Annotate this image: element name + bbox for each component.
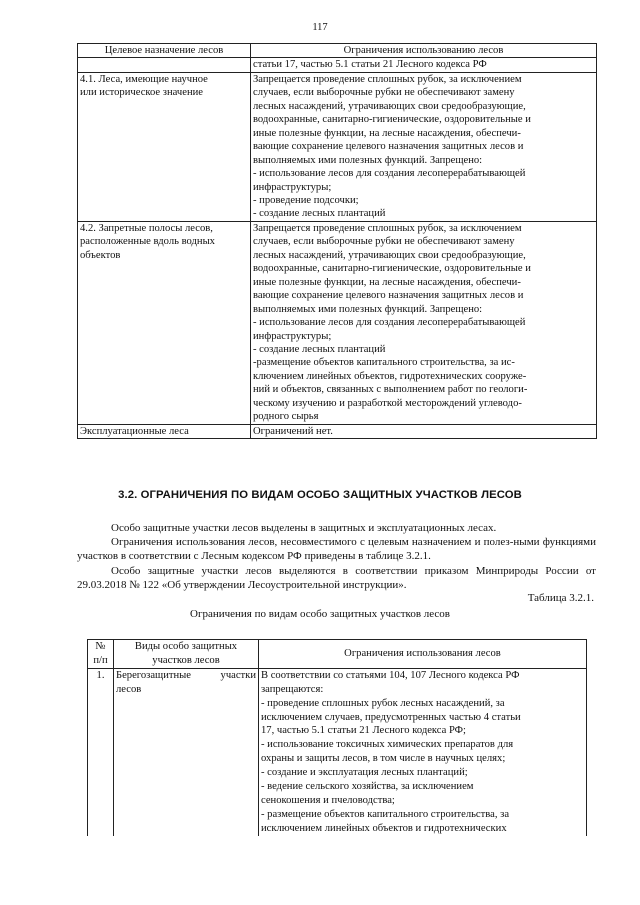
- cell-line: 4.1. Леса, имеющие научное: [80, 73, 208, 85]
- cell-line: водоохранные, санитарно-гигиенические, оздоровительные и: [253, 114, 531, 126]
- forest-purpose-restrictions-table: [77, 43, 597, 439]
- cell-line: Берегозащитные участки: [116, 669, 256, 681]
- table-row: [88, 668, 587, 835]
- cell-line: - создание лесных плантаций: [253, 208, 386, 220]
- table-cell-purpose: [78, 221, 251, 424]
- table-row: [78, 424, 597, 438]
- cell-line: Запрещается проведение сплошных рубок, за исключением: [253, 73, 522, 85]
- cell-line: исключением линейных объектов и гидротехнических: [261, 822, 507, 834]
- header-line: Виды особо защитных: [134, 641, 238, 652]
- cell-line: объектов: [80, 249, 121, 261]
- table-cell-purpose: [78, 72, 251, 221]
- table-cell-restrictions: [251, 72, 597, 221]
- paragraph: Особо защитные участки лесов выделяются в соответствии приказом Минприроды России от 29.03.2018 № 122 «Об утверждении Лесоустроительной инструкции».: [77, 565, 596, 592]
- cell-line: - создание лесных плантаций: [253, 343, 386, 355]
- cell-line: В соответствии со статьями 104, 107 Лесного кодекса РФ: [261, 669, 520, 681]
- table-cell-restrictions: [251, 424, 597, 438]
- cell-line: охраны и защиты лесов, в том числе в научных целях;: [261, 753, 506, 765]
- cell-line: - ведение сельского хозяйства, за исключением: [261, 781, 474, 793]
- table-cell-continuation: статьи 17, частью 5.1 статьи 21 Лесного кодекса РФ: [251, 58, 597, 72]
- cell-line: Запрещается проведение сплошных рубок, за исключением: [253, 222, 522, 234]
- paragraph: Особо защитные участки лесов выделены в защитных и эксплуатационных лесах.: [111, 522, 497, 534]
- cell-line: - создание и эксплуатация лесных плантаций;: [261, 767, 468, 779]
- cell-line: -размещение объектов капитального строительства, за ис-: [253, 357, 515, 369]
- cell-line: - использование лесов для создания лесоперерабатывающей: [253, 317, 526, 329]
- cell-line: - использование лесов для создания лесоперерабатывающей: [253, 168, 526, 180]
- cell-line: ний и объектов, связанных с выполнением работ по геологи-: [253, 384, 528, 396]
- cell-line: выполняемых ими полезных функций. Запрещено:: [253, 303, 483, 315]
- cell-line: родного сырья: [253, 411, 319, 423]
- cell-line: ческому изучению и разработкой месторождений углеводо-: [253, 397, 522, 409]
- cell-line: лесов: [116, 683, 142, 695]
- cell-line: лесных насаждений, утрачивающих свои средообразующие,: [253, 249, 526, 261]
- cell-line: случаев, если выборочные рубки не обеспечивают замену: [253, 236, 515, 248]
- cell-line: - проведение подсочки;: [253, 194, 359, 206]
- cell-line: ключением линейных объектов, гидротехнических сооруже-: [253, 370, 527, 382]
- table-caption: Ограничения по видам особо защитных участков лесов: [190, 608, 450, 620]
- table-cell-restrictions: [259, 668, 587, 835]
- column-header-kind: [114, 640, 259, 669]
- cell-line: водоохранные, санитарно-гигиенические, оздоровительные и: [253, 263, 531, 275]
- table-cell-number: 1.: [88, 668, 114, 835]
- cell-line: расположенные вдоль водных: [80, 236, 215, 248]
- table-row: [78, 72, 597, 221]
- column-header-restrictions: Ограничения использованию лесов: [251, 44, 597, 58]
- table-cell-restrictions: [251, 221, 597, 424]
- cell-line: Эксплуатационные леса: [80, 425, 189, 437]
- page-number: 117: [312, 22, 328, 33]
- header-line: №: [95, 641, 106, 652]
- cell-line: иные полезные функции, на лесные насаждения, обеспечи-: [253, 127, 521, 139]
- section-heading: 3.2. ОГРАНИЧЕНИЯ ПО ВИДАМ ОСОБО ЗАЩИТНЫХ УЧАСТКОВ ЛЕСОВ: [118, 489, 522, 501]
- cell-line: - использование токсичных химических препаратов для: [261, 739, 514, 751]
- cell-line: случаев, если выборочные рубки не обеспечивают замену: [253, 87, 515, 99]
- cell-line: лесных насаждений, утрачивающих свои средообразующие,: [253, 100, 526, 112]
- cell-line: вающие сохранение целевого назначения защитных лесов и: [253, 141, 524, 153]
- protective-areas-restrictions-table: [87, 639, 587, 836]
- cell-line: иные полезные функции, на лесные насаждения, обеспечи-: [253, 276, 521, 288]
- cell-line: 17, частью 5.1 статьи 21 Лесного кодекса РФ;: [261, 725, 466, 737]
- table-cell-empty: [78, 58, 251, 72]
- cell-line: 4.2. Запретные полосы лесов,: [80, 222, 213, 234]
- cell-line: сенокошения и пчеловодства;: [261, 794, 395, 806]
- cell-line: инфраструктуры;: [253, 181, 332, 193]
- cell-line: инфраструктуры;: [253, 330, 332, 342]
- header-line: п/п: [93, 654, 108, 666]
- table-cell-purpose: [78, 424, 251, 438]
- column-header-restrictions: Ограничения использования лесов: [259, 640, 587, 669]
- table-number-label: Таблица 3.2.1.: [527, 592, 594, 604]
- cell-line: вающие сохранение целевого назначения защитных лесов и: [253, 290, 524, 302]
- table-header-row: [78, 44, 597, 58]
- table-row-continuation: [78, 58, 597, 72]
- column-header-number: [88, 640, 114, 669]
- header-line: участков лесов: [152, 654, 220, 666]
- cell-line: Ограничений нет.: [253, 425, 333, 437]
- cell-line: исключением случаев, предусмотренных частью 4 статьи: [261, 711, 521, 723]
- cell-line: или историческое значение: [80, 87, 203, 99]
- table-header-row: [88, 640, 587, 669]
- cell-line: выполняемых ими полезных функций. Запрещено:: [253, 154, 483, 166]
- cell-line: - проведение сплошных рубок лесных насаждений, за: [261, 697, 505, 709]
- paragraph: Ограничения использования лесов, несовместимого с целевым назначением и полез-ными функциями участков в соответствии с Лесным кодексом РФ приведены в таблице 3.2.1.: [77, 536, 596, 563]
- cell-line: - размещение объектов капитального строительства, за: [261, 808, 510, 820]
- cell-line: запрещаются:: [261, 683, 324, 695]
- column-header-purpose: Целевое назначение лесов: [78, 44, 251, 58]
- table-cell-kind: [114, 668, 259, 835]
- table-row: [78, 221, 597, 424]
